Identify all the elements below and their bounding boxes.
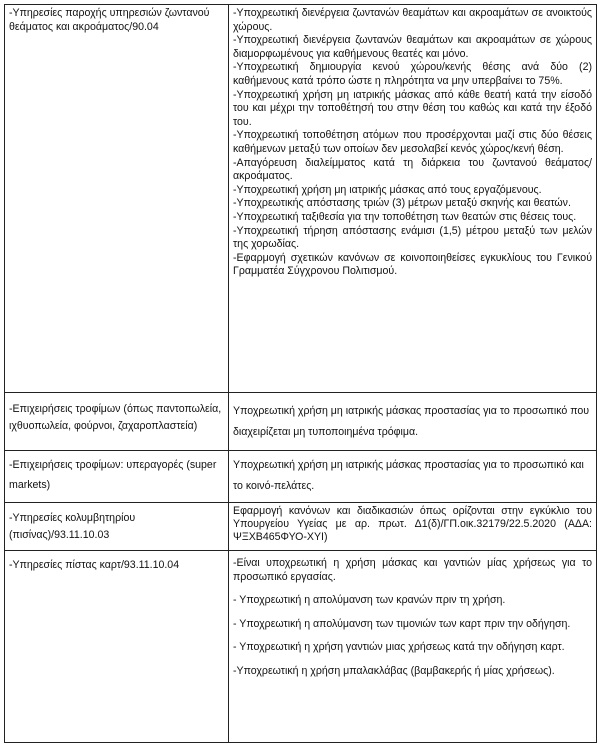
table-row	[5, 503, 597, 551]
measure-text: -Απαγόρευση διαλείμματος κατά τη διάρκεια του ζωντανού θεάματος/ακροάματος.	[233, 156, 592, 183]
table-row	[5, 451, 597, 503]
measure-text: -Υποχρεωτική η χρήση μπαλακλάβας (βαμβακερής ή μίας χρήσεως).	[233, 664, 555, 677]
activity-cell	[5, 5, 229, 393]
measure-text: -Υποχρεωτική χρήση μη ιατρικής μάσκας από κάθε θεατή κατά την είσοδό του και μέχρι την τοποθέτησή του στην θέση του καθώς και κατά την έξοδό του.	[233, 88, 592, 128]
measure-text: Υποχρεωτική χρήση μη ιατρικής μάσκας προστασίας για το προσωπικό και το κοινό-πελάτες.	[233, 459, 584, 492]
measures-cell	[229, 503, 597, 551]
table-row	[5, 5, 597, 393]
measure-text: -Υποχρεωτική τήρηση απόστασης ενάμισι (1,5) μέτρου μεταξύ των μελών της χορωδίας.	[233, 224, 592, 251]
measure-text: Εφαρμογή κανόνων και διαδικασιών όπως ορίζονται στην εγκύκλιο του Υπουργείου Υγείας με αρ. πρωτ. Δ1(δ)/ΓΠ.οικ.32179/22.5.2020 (ΑΔΑ: ΨΞΧΒ465ΦΥΟ-ΧΥΙ)	[233, 505, 592, 544]
measure-text: - Υποχρεωτική η απολύμανση των τιμονιών των καρτ πριν την οδήγηση.	[233, 617, 571, 630]
measure-text: -Υποχρεωτική διενέργεια ζωντανών θεαμάτων και ακροαμάτων σε ανοικτούς χώρους.	[233, 7, 592, 33]
table-row	[5, 551, 597, 743]
activity-label: -Επιχειρήσεις τροφίμων: υπεραγορές (super markets)	[9, 459, 217, 491]
measures-table	[4, 4, 597, 743]
activity-label: -Επιχειρήσεις τροφίμων (όπως παντοπωλεία, ιχθυοπωλεία, φούρνοι, ζαχαροπλαστεία)	[9, 403, 222, 432]
measure-text: Υποχρεωτική χρήση μη ιατρικής μάσκας προστασίας για το προσωπικό που διαχειρίζεται μη τυποποιημένα τρόφιμα.	[233, 405, 590, 438]
activity-cell	[5, 503, 229, 551]
measure-text: - Υποχρεωτική η χρήση γαντιών μιας χρήσεως κατά την οδήγηση καρτ.	[233, 641, 565, 654]
measure-text: -Υποχρεωτική διενέργεια ζωντανών θεαμάτων και ακροαμάτων σε χώρους διαμορφωμένους για καθήμενους θεατές και μόνο.	[233, 34, 592, 60]
activity-cell	[5, 551, 229, 743]
measure-text: -Υποχρεωτική ταξιθεσία για την τοποθέτηση των θεατών στις θέσεις τους.	[233, 210, 577, 223]
measure-text: -Υποχρεωτική δημιουργία κενού χώρου/κενής θέσης ανά δύο (2) καθήμενους κατά τρόπο ώστε η πληρότητα να μην υπερβαίνει το 75%.	[233, 61, 592, 87]
measure-text: -Υποχρεωτικής απόστασης τριών (3) μέτρων μεταξύ σκηνής και θεατών.	[233, 197, 571, 210]
measure-text: -Υποχρεωτική τοποθέτηση ατόμων που προσέρχονται μαζί στις δύο θέσεις καθήμενων μεταξύ των οποίων δεν μεσολαβεί κενός χώρος/κενή θέση.	[233, 129, 592, 155]
activity-cell	[5, 393, 229, 451]
measure-text: - Υποχρεωτική η απολύμανση των κρανών πριν τη χρήση.	[233, 594, 506, 607]
measures-cell	[229, 393, 597, 451]
activity-label: -Υπηρεσίες κολυμβητηρίου (πισίνας)/93.11.10.03	[9, 511, 136, 541]
measures-cell	[229, 451, 597, 503]
activity-cell	[5, 451, 229, 503]
measure-text: -Υποχρεωτική χρήση μη ιατρικής μάσκας από τους εργαζόμενους.	[233, 183, 542, 196]
table-row	[5, 393, 597, 451]
measures-cell	[229, 5, 597, 393]
measure-text: -Εφαρμογή σχετικών κανόνων σε κοινοποιηθείσες εγκυκλίους του Γενικού Γραμματέα Σύγχρονου Πολιτισμού.	[233, 251, 592, 278]
measure-text: -Είναι υποχρεωτική η χρήση μάσκας και γαντιών μίας χρήσεως για το προσωπικό εργασίας.	[233, 557, 592, 583]
activity-label: -Υπηρεσίες πίστας καρτ/93.11.10.04	[9, 559, 180, 571]
measures-cell	[229, 551, 597, 743]
activity-label: -Υπηρεσίες παροχής υπηρεσιών ζωντανού θεάματος και ακροάματος/90.04	[9, 7, 210, 33]
